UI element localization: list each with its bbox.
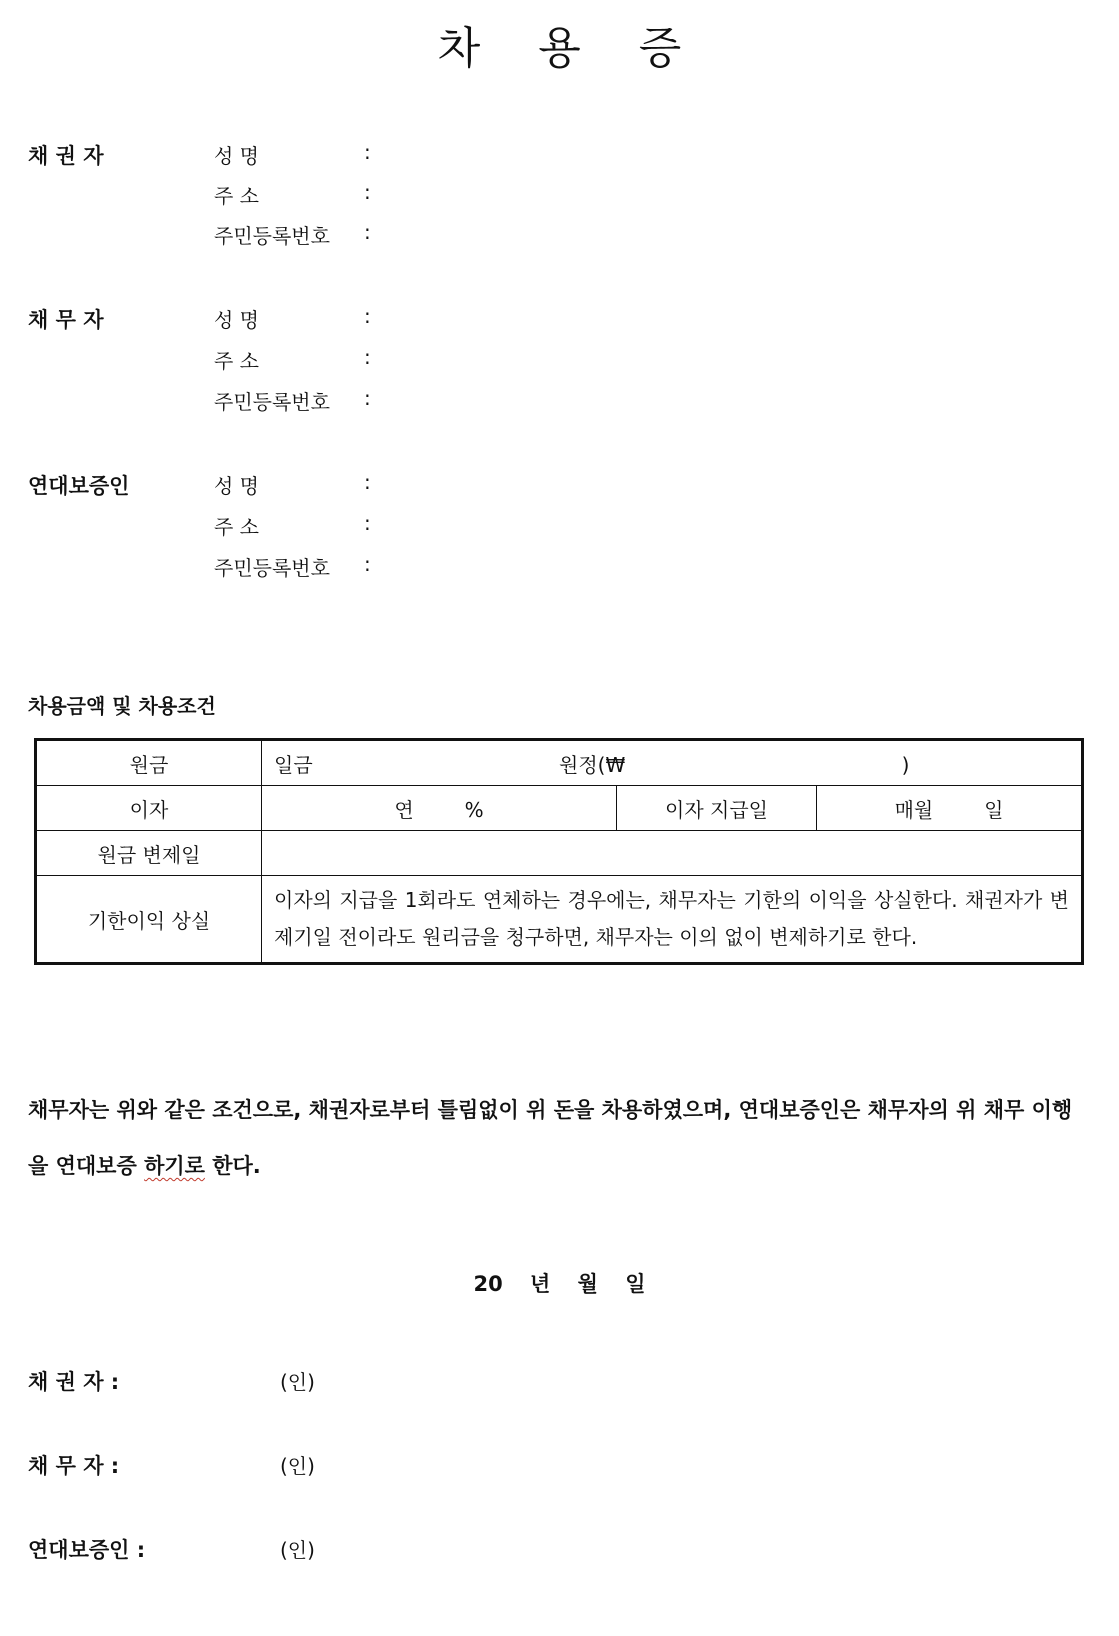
interest-label: 이자	[36, 786, 262, 831]
debtor-address-label: 주 소	[214, 349, 259, 373]
principal-amount-prefix: 일금	[274, 752, 313, 777]
table-row	[36, 786, 1083, 831]
principal-close-paren: )	[901, 752, 910, 777]
interest-payday-label: 이자 지급일	[617, 786, 817, 831]
debtor-seal: (인)	[280, 1454, 315, 1478]
creditor-address-colon: :	[364, 180, 371, 204]
guarantor-id-label: 주민등록번호	[214, 556, 330, 580]
table-row	[36, 876, 1083, 964]
debtor-name-colon: :	[364, 304, 371, 328]
interest-rate-cell: 연 %	[262, 786, 617, 831]
creditor-address-label: 주 소	[214, 184, 259, 208]
repayment-date-value	[262, 831, 1083, 876]
section-title: 차용금액 및 차용조건	[28, 694, 216, 718]
principal-won-label: 원정(₩	[559, 752, 626, 777]
table-row	[36, 740, 1083, 786]
loan-statement	[28, 1082, 1088, 1194]
debtor-id-label: 주민등록번호	[214, 390, 330, 414]
debtor-address-colon: :	[364, 345, 371, 369]
creditor-seal: (인)	[280, 1370, 315, 1394]
acceleration-clause: 이자의 지급을 1회라도 연체하는 경우에는, 채무자는 기한의 이익을 상실한다. 채권자가 변제기일 전이라도 원리금을 청구하면, 채무자는 이의 없이 변제하기로 한다.	[262, 876, 1083, 964]
guarantor-seal: (인)	[280, 1538, 315, 1562]
guarantor-signature-label: 연대보증인 :	[28, 1538, 146, 1562]
guarantor-name-colon: :	[364, 470, 371, 494]
principal-label: 원금	[36, 740, 262, 786]
creditor-role-label: 채 권 자	[28, 144, 104, 168]
statement-underlined-text: 하기로	[144, 1154, 205, 1178]
guarantor-id-colon: :	[364, 552, 371, 576]
acceleration-label: 기한이익 상실	[36, 876, 262, 964]
document-date: 20 년 월 일	[473, 1272, 646, 1296]
guarantor-name-label: 성 명	[214, 474, 259, 498]
creditor-id-colon: :	[364, 220, 371, 244]
creditor-name-label: 성 명	[214, 144, 259, 168]
guarantor-address-colon: :	[364, 511, 371, 535]
statement-text: 채무자는 위와 같은 조건으로, 채권자로부터 틀림없이 위 돈을 차용하였으며, 연대보증인은 채무자의 위 채무 이행을 연대보증	[28, 1098, 1073, 1178]
creditor-id-label: 주민등록번호	[214, 224, 330, 248]
debtor-signature-label: 채 무 자 :	[28, 1454, 120, 1478]
repayment-date-label: 원금 변제일	[36, 831, 262, 876]
debtor-role-label: 채 무 자	[28, 308, 104, 332]
creditor-name-colon: :	[364, 140, 371, 164]
principal-amount-cell	[262, 740, 1083, 786]
debtor-name-label: 성 명	[214, 308, 259, 332]
table-row	[36, 831, 1083, 876]
document-title: 차 용 증	[437, 23, 704, 74]
debtor-id-colon: :	[364, 386, 371, 410]
statement-end-text: 한다.	[204, 1154, 261, 1178]
creditor-signature-label: 채 권 자 :	[28, 1370, 120, 1394]
interest-payday-value: 매월 일	[817, 786, 1083, 831]
loan-terms-table	[34, 738, 1084, 965]
guarantor-role-label: 연대보증인	[28, 474, 130, 498]
guarantor-address-label: 주 소	[214, 515, 259, 539]
